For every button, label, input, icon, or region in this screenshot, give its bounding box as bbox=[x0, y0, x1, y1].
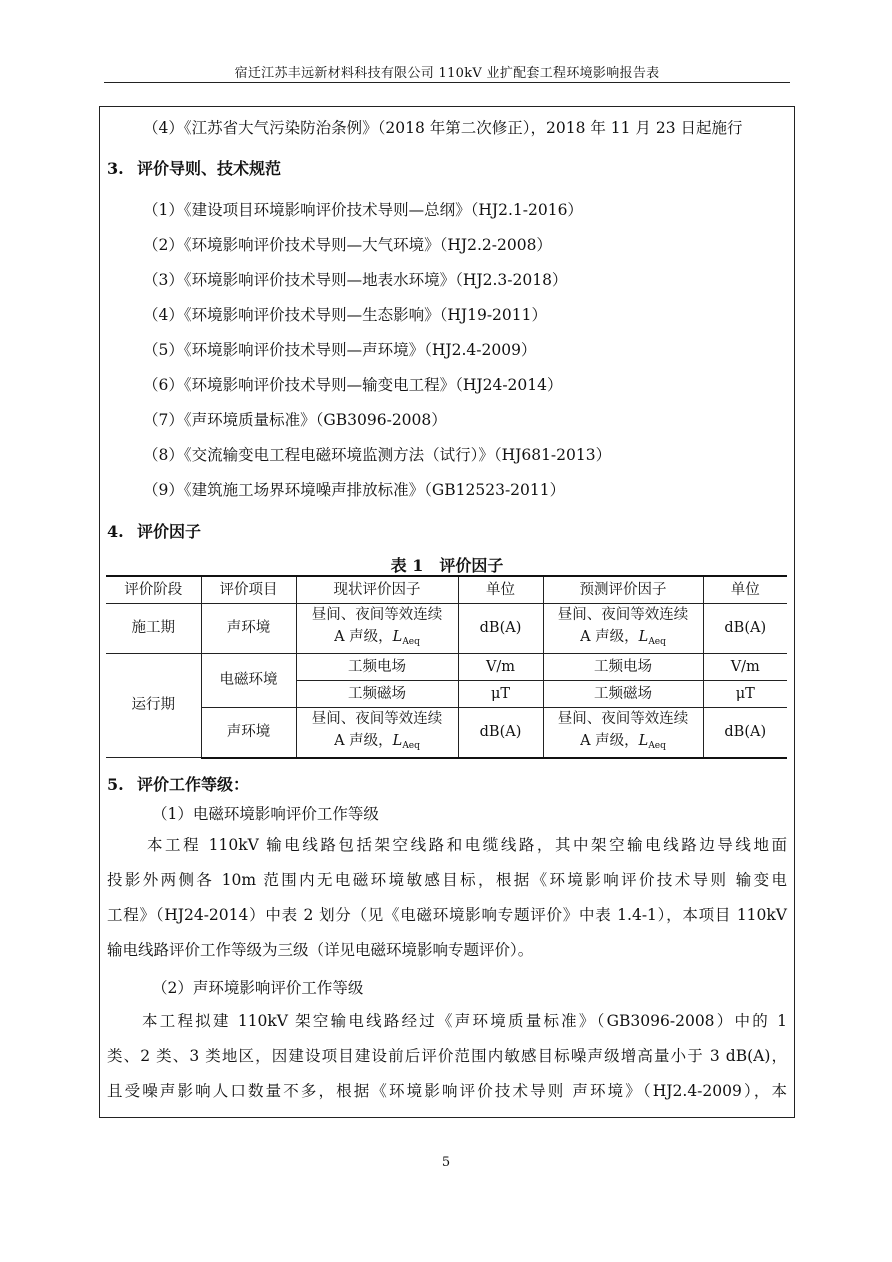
subsection-title: （2）声环境影响评价工作等级 bbox=[152, 979, 364, 997]
paragraph-line: 工程》（HJ24-2014）中表 2 划分（见《电磁环境影响专题评价》中表 1.4-1），本项目 110kV bbox=[107, 906, 787, 924]
factor-line bbox=[544, 730, 703, 757]
guideline-item: （4）《环境影响评价技术导则—生态影响》（HJ19-2011） bbox=[143, 306, 548, 324]
guideline-item: （9）《建筑施工场界环境噪声排放标准》（GB12523-2011） bbox=[143, 481, 566, 499]
stage-cell: 运行期 bbox=[106, 653, 201, 758]
table-caption: 表 1 评价因子 bbox=[390, 556, 504, 575]
header-cell: 评价阶段 bbox=[106, 576, 201, 603]
section-number: 4. bbox=[107, 522, 124, 541]
factor-text: A 声级， bbox=[580, 628, 639, 645]
table-header-row bbox=[106, 576, 787, 603]
symbol: L bbox=[638, 628, 649, 645]
unit-cell: dB(A) bbox=[703, 603, 787, 653]
section-3-heading bbox=[107, 156, 281, 179]
factor-line bbox=[297, 626, 458, 653]
section-title: 评价导则、技术规范 bbox=[137, 159, 282, 178]
symbol-sub: Aeq bbox=[648, 636, 666, 647]
table-row bbox=[106, 707, 787, 758]
unit-cell: V/m bbox=[703, 653, 787, 680]
unit-cell: μT bbox=[458, 680, 543, 707]
unit-cell: dB(A) bbox=[703, 707, 787, 758]
section-number: 5. bbox=[107, 775, 124, 794]
factor-cell: 工频磁场 bbox=[296, 680, 458, 707]
paragraph-line: 本工程拟建 110kV 架空输电线路经过《声环境质量标准》（GB3096-2008）中的 1 bbox=[142, 1012, 787, 1030]
table-row bbox=[106, 653, 787, 680]
factor-line: 昼间、夜间等效连续 bbox=[557, 606, 689, 623]
regulation-item-4: （4）《江苏省大气污染防治条例》（2018 年第二次修正），2018 年 11 月 23 日起施行 bbox=[143, 119, 743, 137]
factor-cell: 工频磁场 bbox=[543, 680, 703, 707]
guideline-item: （6）《环境影响评价技术导则—输变电工程》（HJ24-2014） bbox=[143, 376, 563, 394]
guideline-item: （3）《环境影响评价技术导则—地表水环境》（HJ2.3-2018） bbox=[143, 271, 568, 289]
item-cell: 声环境 bbox=[201, 707, 296, 758]
factor-line: 昼间、夜间等效连续 bbox=[557, 710, 689, 727]
item-cell: 电磁环境 bbox=[201, 653, 296, 707]
factor-text: A 声级， bbox=[334, 732, 393, 749]
factor-line: 昼间、夜间等效连续 bbox=[311, 710, 443, 727]
header-cell: 预测评价因子 bbox=[543, 576, 703, 603]
guideline-item: （8）《交流输变电工程电磁环境监测方法（试行）》（HJ681-2013） bbox=[143, 446, 612, 464]
symbol: L bbox=[638, 732, 649, 749]
symbol-sub: Aeq bbox=[402, 636, 420, 647]
guideline-item: （7）《声环境质量标准》（GB3096-2008） bbox=[143, 411, 447, 429]
paragraph-line: 投影外两侧各 10m 范围内无电磁环境敏感目标，根据《环境影响评价技术导则 输变电 bbox=[107, 871, 787, 889]
section-title: 评价工作等级： bbox=[137, 775, 250, 794]
paragraph-line: 类、2 类、3 类地区，因建设项目建设前后评价范围内敏感目标噪声级增高量小于 3 dB(A)， bbox=[107, 1047, 787, 1065]
subsection-title: （1）电磁环境影响评价工作等级 bbox=[152, 805, 379, 823]
page-number: 5 bbox=[441, 1155, 451, 1170]
header-rule bbox=[104, 82, 790, 83]
factor-cell: 工频电场 bbox=[543, 653, 703, 680]
symbol-sub: Aeq bbox=[402, 740, 420, 751]
header-cell: 现状评价因子 bbox=[296, 576, 458, 603]
factor-text: A 声级， bbox=[334, 628, 393, 645]
section-title: 评价因子 bbox=[137, 522, 202, 541]
section-4-heading bbox=[107, 519, 201, 542]
factor-line bbox=[544, 626, 703, 653]
guideline-item: （5）《环境影响评价技术导则—声环境》（HJ2.4-2009） bbox=[143, 341, 537, 359]
page-header: 宿迁江苏丰远新材料科技有限公司 110kV 业扩配套工程环境影响报告表 bbox=[234, 66, 660, 81]
symbol: L bbox=[392, 732, 403, 749]
unit-cell: dB(A) bbox=[458, 707, 543, 758]
stage-cell: 施工期 bbox=[106, 603, 201, 653]
guideline-item: （2）《环境影响评价技术导则—大气环境》（HJ2.2-2008） bbox=[143, 236, 552, 254]
factor-line bbox=[297, 730, 458, 757]
header-cell: 单位 bbox=[703, 576, 787, 603]
paragraph-line: 且受噪声影响人口数量不多，根据《环境影响评价技术导则 声环境》（HJ2.4-2009），本 bbox=[107, 1082, 787, 1100]
guideline-item: （1）《建设项目环境影响评价技术导则—总纲》（HJ2.1-2016） bbox=[143, 201, 583, 219]
symbol: L bbox=[392, 628, 403, 645]
header-cell: 单位 bbox=[458, 576, 543, 603]
factor-cell bbox=[543, 707, 703, 758]
factor-cell: 工频电场 bbox=[296, 653, 458, 680]
table-row bbox=[106, 603, 787, 653]
evaluation-factors-table bbox=[106, 575, 787, 759]
paragraph-line: 输电线路评价工作等级为三级（详见电磁环境影响专题评价）。 bbox=[107, 941, 534, 959]
factor-cell bbox=[543, 603, 703, 653]
unit-cell: μT bbox=[703, 680, 787, 707]
item-cell: 声环境 bbox=[201, 603, 296, 653]
unit-cell: dB(A) bbox=[458, 603, 543, 653]
section-5-heading bbox=[107, 772, 249, 795]
factor-cell bbox=[296, 707, 458, 758]
symbol-sub: Aeq bbox=[648, 740, 666, 751]
factor-line: 昼间、夜间等效连续 bbox=[311, 606, 443, 623]
factor-text: A 声级， bbox=[580, 732, 639, 749]
factor-cell bbox=[296, 603, 458, 653]
unit-cell: V/m bbox=[458, 653, 543, 680]
paragraph-line: 本工程 110kV 输电线路包括架空线路和电缆线路，其中架空输电线路边导线地面 bbox=[147, 836, 787, 854]
section-number: 3. bbox=[107, 159, 124, 178]
header-cell: 评价项目 bbox=[201, 576, 296, 603]
